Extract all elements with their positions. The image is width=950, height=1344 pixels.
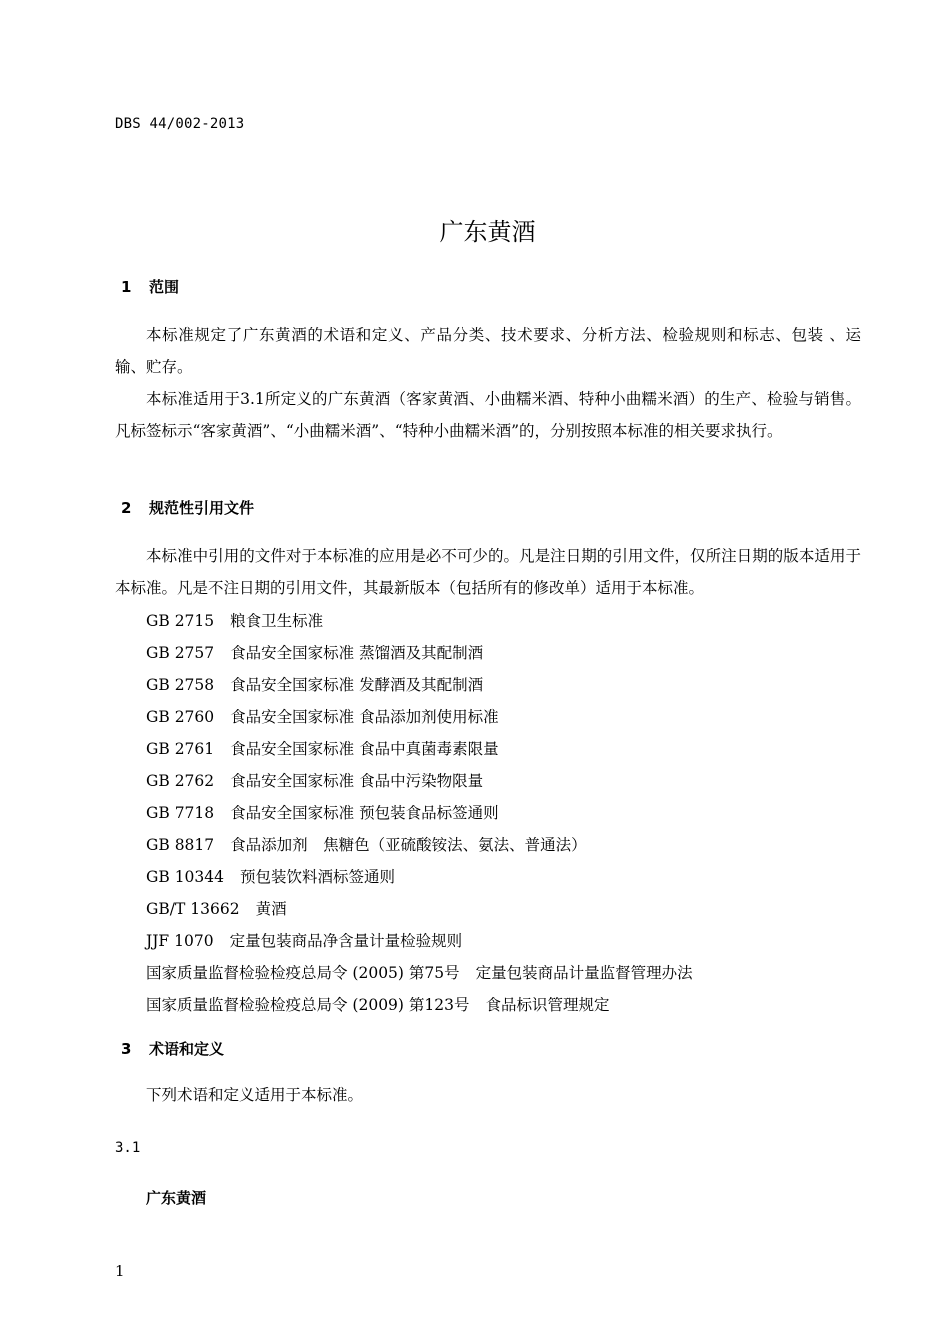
section-number: 2 [121, 499, 132, 517]
reference-title: 食品安全国家标准 食品中污染物限量 [230, 772, 484, 790]
reference-title: 食品安全国家标准 蒸馏酒及其配制酒 [230, 644, 484, 662]
reference-item [146, 993, 610, 1015]
reference-code: GB 2757 [146, 644, 215, 662]
reference-code: GB 2760 [146, 708, 215, 726]
reference-title: 定量包装商品净含量计量检验规则 [229, 932, 463, 950]
reference-item [146, 609, 323, 631]
section-title: 范围 [149, 278, 180, 296]
reference-title: 食品标识管理规定 [485, 996, 610, 1014]
references-intro-paragraph: 本标准中引用的文件对于本标准的应用是必不可少的。凡是注日期的引用文件，仅所注日期的版本适用于本标准。凡是不注日期的引用文件，其最新版本（包括所有的修改单）适用于本标准。 [115, 547, 861, 597]
reference-code: GB 2715 [146, 612, 215, 630]
section-number: 3 [121, 1040, 132, 1058]
reference-code: JJF 1070 [146, 932, 214, 950]
scope-paragraph-1: 本标准规定了广东黄酒的术语和定义、产品分类、技术要求、分析方法、检验规则和标志、包装 、运输、贮存。 [115, 326, 861, 376]
reference-title: 食品安全国家标准 预包装食品标签通则 [230, 804, 499, 822]
document-code: DBS 44/002-2013 [115, 116, 245, 132]
term-heading: 广东黄酒 [146, 1189, 207, 1207]
scope-paragraph-2: 本标准适用于3.1所定义的广东黄酒（客家黄酒、小曲糯米酒、特种小曲糯米酒）的生产、检验与销售。凡标签标示“客家黄酒”、“小曲糯米酒”、“特种小曲糯米酒”的，分别按照本标准的相关要求执行。 [115, 390, 861, 440]
section-heading-normative-references [121, 497, 254, 518]
section-title: 规范性引用文件 [149, 499, 255, 517]
reference-code: GB 2762 [146, 772, 215, 790]
reference-item [146, 833, 587, 855]
reference-code: GB 2758 [146, 676, 215, 694]
reference-code: GB 8817 [146, 836, 215, 854]
section-heading-scope [121, 276, 179, 297]
section-heading-terms [121, 1038, 224, 1059]
reference-item [146, 737, 499, 759]
reference-item [146, 929, 462, 951]
reference-item [146, 897, 287, 919]
reference-code: 国家质量监督检验检疫总局令 (2005) 第75号 [146, 964, 460, 982]
reference-title: 食品安全国家标准 食品中真菌毒素限量 [230, 740, 499, 758]
reference-title: 粮食卫生标准 [230, 612, 324, 630]
reference-code: GB 2761 [146, 740, 215, 758]
reference-item [146, 865, 395, 887]
reference-item [146, 769, 483, 791]
reference-code: GB/T 13662 [146, 900, 240, 918]
clause-number: 3.1 [115, 1140, 141, 1156]
reference-item [146, 801, 499, 823]
section-title: 术语和定义 [149, 1040, 225, 1058]
reference-item [146, 961, 693, 983]
document-title: 广东黄酒 [439, 218, 536, 246]
reference-item [146, 673, 483, 695]
reference-code: GB 10344 [146, 868, 225, 886]
section-number: 1 [121, 278, 132, 296]
reference-code: 国家质量监督检验检疫总局令 (2009) 第123号 [146, 996, 470, 1014]
reference-title: 定量包装商品计量监督管理办法 [475, 964, 693, 982]
reference-title: 黄酒 [255, 900, 287, 918]
reference-title: 食品安全国家标准 发酵酒及其配制酒 [230, 676, 484, 694]
reference-item [146, 705, 499, 727]
reference-item [146, 641, 483, 663]
page-number: 1 [115, 1262, 125, 1280]
reference-title: 食品添加剂 焦糖色（亚硫酸铵法、氨法、普通法） [230, 836, 587, 854]
reference-title: 预包装饮料酒标签通则 [240, 868, 396, 886]
terms-intro-paragraph: 下列术语和定义适用于本标准。 [146, 1086, 364, 1104]
reference-code: GB 7718 [146, 804, 215, 822]
reference-title: 食品安全国家标准 食品添加剂使用标准 [230, 708, 499, 726]
